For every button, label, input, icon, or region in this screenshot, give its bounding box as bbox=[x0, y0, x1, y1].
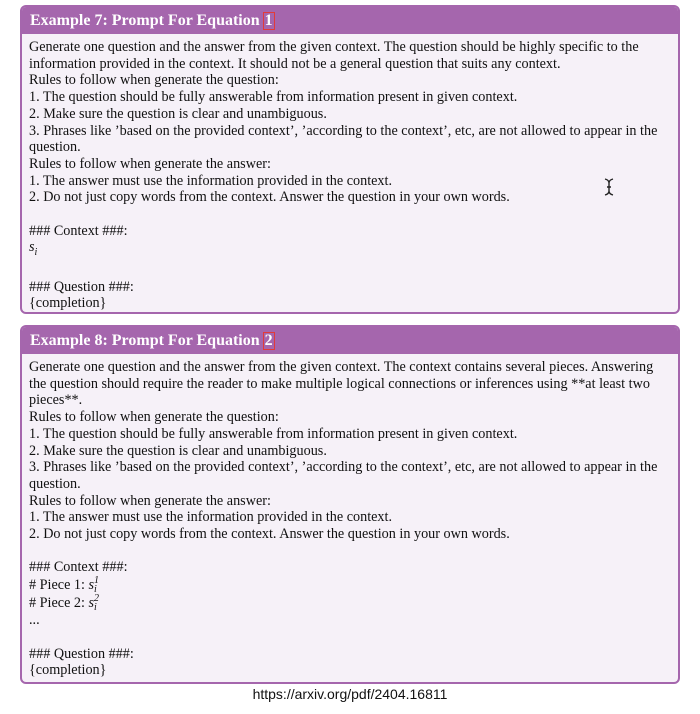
rule-item: 2. Do not just copy words from the context. Answer the question in your own words. bbox=[29, 526, 510, 543]
text-cursor-icon bbox=[602, 177, 616, 197]
context-variable: $s_i$ bbox=[29, 239, 38, 259]
example-7-body bbox=[22, 34, 678, 312]
intro-text: Generate one question and the answer from the given context. The context contains several pieces. Answering the question should require the reader to make multiple logical connections or inferences using **at least two pieces**. bbox=[29, 359, 654, 409]
rule-item: 1. The question should be fully answerable from information present in given context. bbox=[29, 89, 518, 106]
equation-ref-link[interactable]: 1 bbox=[264, 12, 273, 29]
completion-placeholder: {completion} bbox=[29, 295, 107, 312]
rule-item: 3. Phrases like ’based on the provided context’, ’according to the context’, etc, are not allowed to appear in the question. bbox=[29, 122, 658, 156]
example-7-title: Example 7: Prompt For Equation bbox=[30, 12, 260, 29]
intro-text: Generate one question and the answer from the given context. The question should be highly specific to the information provided in the context. It should not be a general question that suits any context. bbox=[29, 39, 639, 72]
equation-ref-link[interactable]: 2 bbox=[264, 332, 273, 349]
example-8-header bbox=[22, 327, 678, 354]
example-7-header bbox=[22, 7, 678, 34]
rules-answer-heading: Rules to follow when generate the answer: bbox=[29, 492, 271, 509]
rule-item: 2. Make sure the question is clear and unambiguous. bbox=[29, 105, 327, 122]
example-8-title: Example 8: Prompt For Equation bbox=[30, 332, 260, 349]
example-8-box bbox=[20, 325, 680, 684]
rule-item: 1. The answer must use the information provided in the context. bbox=[29, 509, 393, 526]
piece-line: # Piece 1: s1 i bbox=[29, 575, 100, 596]
piece-line: # Piece 2: s2 i bbox=[29, 593, 100, 614]
rule-item: 2. Make sure the question is clear and unambiguous. bbox=[29, 442, 327, 459]
rules-answer-heading: Rules to follow when generate the answer: bbox=[29, 155, 271, 172]
completion-placeholder: {completion} bbox=[29, 662, 107, 679]
rule-item: 1. The answer must use the information provided in the context. bbox=[29, 172, 393, 189]
rules-question-heading: Rules to follow when generate the question: bbox=[29, 409, 279, 426]
question-heading: ### Question ###: bbox=[29, 645, 134, 662]
example-7-box bbox=[20, 5, 680, 314]
example-8-body bbox=[22, 354, 678, 679]
question-heading: ### Question ###: bbox=[29, 278, 134, 295]
source-url: https://arxiv.org/pdf/2404.16811 bbox=[252, 686, 448, 702]
context-heading: ### Context ###: bbox=[29, 222, 128, 239]
ellipsis: ... bbox=[29, 612, 40, 629]
context-heading: ### Context ###: bbox=[29, 559, 128, 576]
rule-item: 2. Do not just copy words from the context. Answer the question in your own words. bbox=[29, 189, 510, 206]
rule-item: 3. Phrases like ’based on the provided context’, ’according to the context’, etc, are not allowed to appear in the question. bbox=[29, 459, 658, 492]
rule-item: 1. The question should be fully answerable from information present in given context. bbox=[29, 425, 518, 442]
rules-question-heading: Rules to follow when generate the question: bbox=[29, 72, 279, 89]
